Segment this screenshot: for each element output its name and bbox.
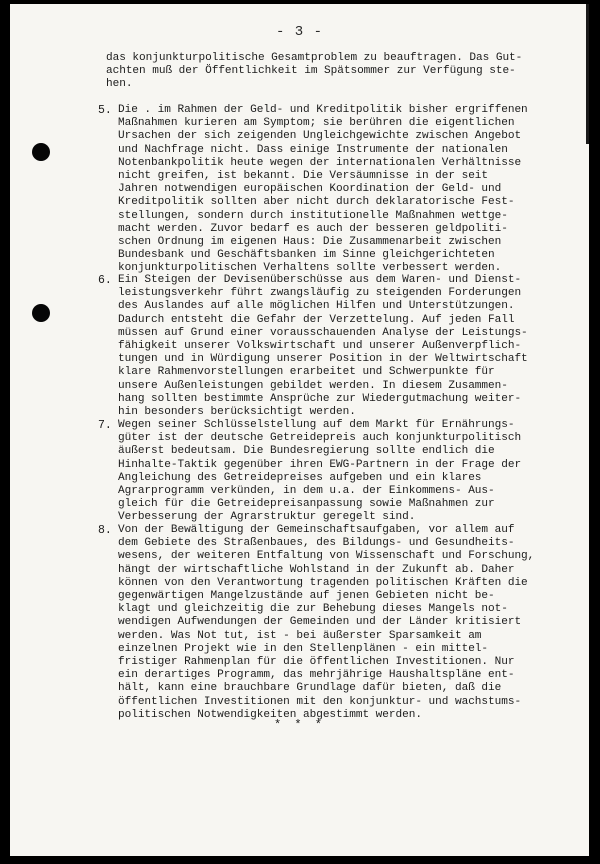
paragraph-text: Ein Steigen der Devisenüberschüsse aus dem Waren- und Dienst- leistungsverkehr führt zwangsläufig zu steigenden Forderungen des Auslandes auf alle möglichen Hilfen und Unterstützungen. Dadurch entsteht die Gefahr der Verzettelung. Auf jeden Fall müssen auf Grund einer vorausschauenden Analyse der Leistungs- fähigkeit unserer Volkswirtschaft und unserer Außenverpflich- tungen und in Würdigung unserer Position in der Weltwirtschaft klare Rahmenvorstellungen erarbeitet und Schwerpunkte für unsere Außenleistungen gebildet werden. In diesem Zusammen- hang sollten bestimmte Ansprüche zur Wiedergutmachung weiter- hin besonders berücksichtigt werden.	[118, 274, 528, 419]
paragraph-number: 6.	[98, 274, 112, 287]
punch-hole	[32, 304, 50, 322]
document-page	[10, 4, 589, 856]
paragraph-number: 8.	[98, 524, 112, 537]
paragraph-text: Wegen seiner Schlüsselstellung auf dem Markt für Ernährungs- güter ist der deutsche Getreidepreis auch konjunkturpolitisch äußerst bedeutsam. Die Bundesregierung sollte endlich die Hinhalte-Taktik gegenüber ihren EWG-Partnern in der Frage der Angleichung des Getreidepreises aufgeben und ein klares Agrarprogramm verkünden, in dem u.a. der Einkommens- Aus- gleich für die Getreidepreisanpassung sowie Maßnahmen zur Verbesserung der Agrarstruktur geregelt sind.	[118, 419, 522, 524]
scan-edge-shadow	[586, 4, 589, 144]
intro-text: das konjunkturpolitische Gesamtproblem zu beauftragen. Das Gut- achten muß der Öffentlichkeit im Spätsommer zur Verfügung ste- hen.	[106, 52, 523, 91]
page-number: - 3 -	[275, 24, 323, 40]
closing-mark: * * *	[273, 718, 325, 732]
paragraph-text: Von der Bewältigung der Gemeinschaftsaufgaben, vor allem auf dem Gebiete des Straßenbaues, des Bildungs- und Gesundheits- wesens, der weiteren Entfaltung von Wissenschaft und Forschung, hängt der wirtschaftliche Wohlstand in der Zukunft ab. Daher können von den Verantwortung tragenden politischen Kräften die gegenwärtigen Mangelzustände auf jenen Gebieten nicht be- klagt und gleichzeitig die zur Behebung dieses Mangels not- wendigen Aufwendungen der Gemeinden und der Länder kritisiert werden. Was Not tut, ist - bei äußerster Sparsamkeit am einzelnen Projekt wie in den Stellenplänen - ein mittel- fristiger Rahmenplan für die öffentlichen Investitionen. Nur ein derartiges Programm, das mehrjährige Haushaltspläne ent- hält, kann eine brauchbare Grundlage dafür bieten, daß die öffentlichen Investitionen mit den konjunktur- und wachstums- politischen Notwendigkeiten abgestimmt werden.	[118, 524, 535, 721]
punch-hole	[32, 143, 50, 161]
paragraph-text: Die . im Rahmen der Geld- und Kreditpolitik bisher ergriffenen Maßnahmen kurieren am Symptom; sie berühren die eigentlichen Ursachen der sich zeigenden Ungleichgewichte zwischen Angebot und Nachfrage nicht. Dass einige Instrumente der nationalen Notenbankpolitik heute wegen der internationalen Verhältnisse nicht greifen, ist bekannt. Die Versäumnisse in der seit Jahren notwendigen europäischen Koordination der Geld- und Kreditpolitik sollten aber nicht durch deklaratorische Fest- stellungen, sondern durch institutionelle Maßnahmen wettge- macht werden. Zuvor bedarf es auch der besseren geldpoliti- schen Ordnung im eigenen Haus: Die Zusammenarbeit zwischen Bundesbank und Geschäftsbanken im Sinne gleichgerichteten konjunkturpolitischen Verhaltens sollte verbessert werden.	[118, 104, 528, 275]
paragraph-number: 5.	[98, 104, 112, 117]
paragraph-number: 7.	[98, 419, 112, 432]
